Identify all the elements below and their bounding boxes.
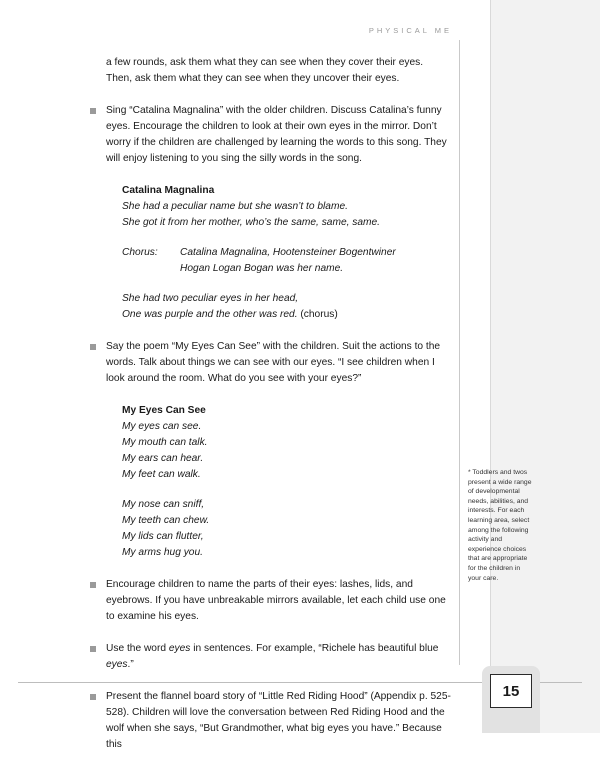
song-line	[122, 307, 451, 323]
song-line: She got it from her mother, who’s the same, same, same.	[122, 217, 381, 228]
bullet-catalina	[106, 103, 451, 167]
poem-line: My ears can hear.	[122, 453, 204, 464]
column-divider	[459, 40, 460, 665]
bullet-square-icon	[90, 694, 96, 700]
intro-paragraph: a few rounds, ask them what they can see when they cover their eyes. Then, ask them what they can see when they uncover their eyes.	[106, 57, 424, 84]
bullet-text: in sentences. For example, “Richele has beautiful blue	[190, 643, 439, 654]
bullet-text: Sing “Catalina Magnalina” with the older children. Discuss Catalina’s funny eyes. Encourage the children to look at their own eyes in the mirror. Don’t worry if the children are challenged by learning the words to this song. They will enjoy listening to you sing the silly words in the song.	[106, 105, 447, 164]
bullet-square-icon	[90, 646, 96, 652]
song-line: She had a peculiar name but she wasn’t to blame.	[122, 201, 348, 212]
poem-title: My Eyes Can See	[122, 405, 206, 416]
poem-line: My feet can walk.	[122, 469, 201, 480]
song-line-text: One was purple and the other was red.	[122, 309, 298, 320]
page-number: 15	[490, 674, 532, 708]
bullet-word-eyes	[106, 641, 451, 673]
song-title: Catalina Magnalina	[122, 185, 215, 196]
poem-line: My teeth can chew.	[122, 515, 210, 526]
bullet-square-icon	[90, 344, 96, 350]
poem-line: My arms hug you.	[122, 547, 203, 558]
poem-line: My nose can sniff,	[122, 499, 205, 510]
poem-line: My eyes can see.	[122, 421, 202, 432]
song-line: She had two peculiar eyes in her head,	[122, 293, 299, 304]
bullet-poem	[106, 339, 451, 387]
bullet-italic-word: eyes	[106, 659, 128, 670]
chorus-label: Chorus:	[122, 247, 158, 258]
bullet-text: Encourage children to name the parts of their eyes: lashes, lids, and eyebrows. If you have unbreakable mirrors available, let each child use one to examine his eyes.	[106, 579, 446, 622]
bullet-flannel	[106, 689, 451, 753]
chorus-row	[122, 245, 451, 277]
bullet-italic-word: eyes	[168, 643, 191, 654]
gutter	[460, 0, 490, 733]
poem-block	[122, 403, 451, 561]
bullet-square-icon	[90, 582, 96, 588]
bullet-square-icon	[90, 108, 96, 114]
bullet-text: Use the word	[106, 643, 169, 654]
bullet-text: .”	[127, 659, 134, 670]
margin-panel	[490, 0, 600, 733]
main-column	[106, 55, 451, 769]
song-block	[122, 183, 451, 323]
chorus-line: Catalina Magnalina, Hootensteiner Bogentwiner	[180, 247, 396, 258]
bullet-text: Present the flannel board story of “Little Red Riding Hood” (Appendix p. 525-528). Children will love the conversation between Red Riding Hood and the wolf when she says, “But Grandmother, what big eyes you have.” Because this	[106, 691, 451, 750]
bullet-text: Say the poem “My Eyes Can See” with the children. Suit the actions to the words. Talk about things we can see with our eyes. “I see children when I look around the room. What do you see with your eyes?”	[106, 341, 441, 384]
poem-line: My lids can flutter,	[122, 531, 204, 542]
sidebar-note: * Toddlers and twos present a wide range of developmental needs, abilities, and interests. For each learning area, select among the following activity and experience choices that are appropriate for the children in your care.	[468, 469, 532, 582]
chorus-note: (chorus)	[300, 309, 338, 320]
running-header: PHYSICAL ME	[368, 26, 452, 35]
bullet-eye-parts	[106, 577, 451, 625]
chorus-line: Hogan Logan Bogan was her name.	[180, 263, 344, 274]
poem-line: My mouth can talk.	[122, 437, 208, 448]
